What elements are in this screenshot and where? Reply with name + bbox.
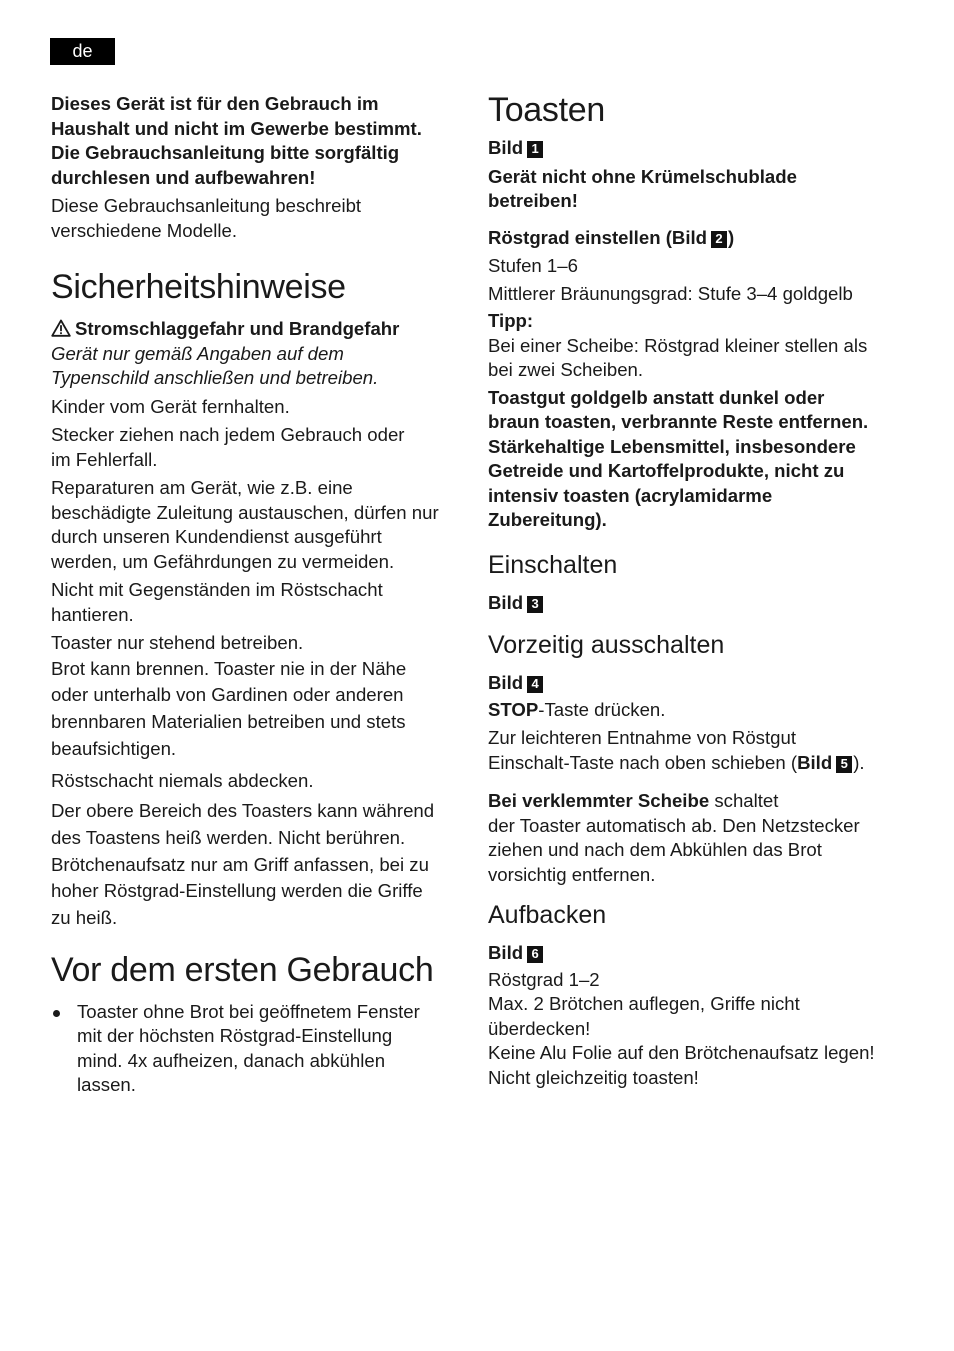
right-column bbox=[488, 90, 908, 1090]
italic-line: Gerät nur gemäß Angaben auf dem bbox=[51, 342, 344, 364]
language-tag: de bbox=[50, 38, 115, 65]
removal-text: Zur leichteren Entnahme von Röstgut bbox=[488, 727, 796, 748]
bullet-line: lassen. bbox=[77, 1074, 136, 1096]
safety-text: beschädigte Zuleitung austauschen, dürfen nur bbox=[51, 501, 439, 523]
stop-key-label: STOP bbox=[488, 698, 539, 720]
warning-heading bbox=[51, 317, 471, 342]
jam-text: der Toaster automatisch ab. Den Netzstecker bbox=[488, 814, 860, 836]
bold-note: Toastgut goldgelb anstatt dunkel oder bbox=[488, 386, 825, 408]
figure-ref bbox=[488, 136, 908, 161]
switch-off-heading: Vorzeitig ausschalten bbox=[488, 631, 725, 659]
tip-text: bei zwei Scheiben. bbox=[488, 359, 644, 380]
figure-ref bbox=[488, 671, 908, 696]
bullet-line: Toaster ohne Brot bei geöffnetem Fenster bbox=[77, 1000, 420, 1022]
jam-text bbox=[488, 789, 908, 814]
left-column bbox=[51, 92, 471, 1098]
tip-text: Bei einer Scheibe: Röstgrad kleiner stellen als bbox=[488, 334, 868, 356]
safety-text: beaufsichtigen. bbox=[51, 737, 177, 759]
intro-bold-line: Die Gebrauchsanleitung bitte sorgfältig bbox=[51, 142, 400, 163]
bullet-line: mit der höchsten Röstgrad-Einstellung bbox=[77, 1025, 393, 1047]
jam-text: ziehen und nach dem Abkühlen das Brot bbox=[488, 839, 822, 860]
removal-pre: Einschalt-Taste nach oben schieben ( bbox=[488, 751, 798, 773]
jam-rest: schaltet bbox=[709, 790, 779, 811]
italic-line: Typenschild anschließen und betreiben. bbox=[51, 367, 379, 388]
baking-text: Nicht gleichzeitig toasten! bbox=[488, 1066, 699, 1088]
first-use-list bbox=[51, 1000, 471, 1098]
figure-label: Bild bbox=[488, 672, 524, 693]
warning-heading-text: Stromschlaggefahr und Brandgefahr bbox=[75, 318, 400, 339]
bold-note: Zubereitung). bbox=[488, 509, 607, 530]
figure-ref bbox=[488, 591, 908, 616]
safety-text: hantieren. bbox=[51, 603, 134, 625]
setting-close: ) bbox=[728, 226, 735, 248]
figure-number: 4 bbox=[527, 676, 543, 693]
baking-text: Max. 2 Brötchen auflegen, Griffe nicht bbox=[488, 993, 800, 1014]
list-item bbox=[51, 1000, 471, 1098]
first-use-heading: Vor dem ersten Gebrauch bbox=[51, 950, 434, 989]
removal-text bbox=[488, 751, 908, 776]
figure-label: Bild bbox=[488, 137, 524, 158]
safety-text: Toaster nur stehend betreiben. bbox=[51, 632, 304, 653]
safety-text: des Toastens heiß werden. Nicht berühren. bbox=[51, 827, 406, 849]
figure-number: 5 bbox=[836, 756, 852, 773]
bullet-icon bbox=[53, 1010, 60, 1017]
safety-text: oder unterhalb von Gardinen oder anderen bbox=[51, 684, 404, 706]
safety-text: Der obere Bereich des Toasters kann während bbox=[51, 800, 435, 822]
figure-number: 6 bbox=[527, 946, 543, 963]
jam-text: vorsichtig entfernen. bbox=[488, 863, 656, 885]
warning-text: betreiben! bbox=[488, 190, 578, 211]
intro-line: Diese Gebrauchsanleitung beschreibt bbox=[51, 195, 362, 216]
safety-text: Röstschacht niemals abdecken. bbox=[51, 770, 314, 792]
jam-bold: Bei verklemmter Scheibe bbox=[488, 790, 710, 811]
intro-bold-line: durchlesen und aufbewahren! bbox=[51, 166, 316, 188]
intro-bold-line: Haushalt und nicht im Gewerbe bestimmt. bbox=[51, 117, 422, 139]
safety-text: im Fehlerfall. bbox=[51, 448, 158, 470]
baking-text: Röstgrad 1–2 bbox=[488, 968, 600, 990]
stop-rest: -Taste drücken. bbox=[538, 698, 666, 720]
levels-text: Stufen 1–6 bbox=[488, 255, 578, 276]
bold-note: Stärkehaltige Lebensmittel, insbesondere bbox=[488, 435, 856, 457]
baking-text: Keine Alu Folie auf den Brötchenaufsatz legen! bbox=[488, 1042, 875, 1063]
figure-label: Bild bbox=[488, 591, 524, 613]
bold-note: braun toasten, verbrannte Reste entfernen. bbox=[488, 411, 869, 432]
bold-note: Getreide und Kartoffelprodukte, nicht zu bbox=[488, 460, 845, 481]
removal-close: ). bbox=[853, 751, 865, 773]
safety-text: Brötchenaufsatz nur am Griff anfassen, bei zu bbox=[51, 853, 429, 875]
figure-number: 1 bbox=[527, 141, 543, 158]
setting-heading bbox=[488, 226, 908, 251]
intro-line: verschiedene Modelle. bbox=[51, 219, 238, 241]
intro-bold bbox=[51, 92, 471, 190]
setting-label: Röstgrad einstellen (Bild bbox=[488, 226, 708, 248]
figure-ref bbox=[488, 941, 908, 966]
safety-text: werden, um Gefährdungen zu vermeiden. bbox=[51, 550, 395, 572]
figure-number: 2 bbox=[711, 231, 727, 248]
safety-text: zu heiß. bbox=[51, 907, 118, 929]
medium-text: Mittlerer Bräunungsgrad: Stufe 3–4 goldgelb bbox=[488, 282, 853, 304]
safety-text: Nicht mit Gegenständen im Röstschacht bbox=[51, 579, 383, 600]
tip-label: Tipp: bbox=[488, 310, 534, 331]
warning-triangle-icon bbox=[51, 319, 71, 337]
safety-text: Kinder vom Gerät fernhalten. bbox=[51, 395, 290, 417]
stop-text bbox=[488, 698, 908, 723]
safety-text: Stecker ziehen nach jedem Gebrauch oder bbox=[51, 424, 405, 445]
bullet-line: mind. 4x aufheizen, danach abkühlen bbox=[77, 1049, 386, 1071]
intro-normal bbox=[51, 194, 471, 243]
figure-label: Bild bbox=[488, 942, 524, 963]
safety-text: Brot kann brennen. Toaster nie in der Nähe bbox=[51, 657, 407, 679]
safety-heading: Sicherheitshinweise bbox=[51, 268, 346, 306]
intro-bold-line: Dieses Gerät ist für den Gebrauch im bbox=[51, 93, 379, 114]
switch-on-heading: Einschalten bbox=[488, 550, 618, 579]
safety-text: durch unseren Kundendienst ausgeführt bbox=[51, 526, 382, 547]
warning-text: Gerät nicht ohne Krümelschublade bbox=[488, 165, 797, 187]
baking-text: überdecken! bbox=[488, 1017, 591, 1039]
safety-text: hoher Röstgrad-Einstellung werden die Griffe bbox=[51, 880, 423, 902]
baking-heading: Aufbacken bbox=[488, 901, 607, 929]
safety-text: Reparaturen am Gerät, wie z.B. eine bbox=[51, 477, 353, 498]
figure-number: 3 bbox=[527, 596, 543, 613]
bold-note: intensiv toasten (acrylamidarme bbox=[488, 484, 773, 506]
toasting-heading: Toasten bbox=[488, 91, 605, 129]
figure-label: Bild bbox=[797, 751, 833, 773]
safety-text: brennbaren Materialien betreiben und stets bbox=[51, 710, 406, 732]
